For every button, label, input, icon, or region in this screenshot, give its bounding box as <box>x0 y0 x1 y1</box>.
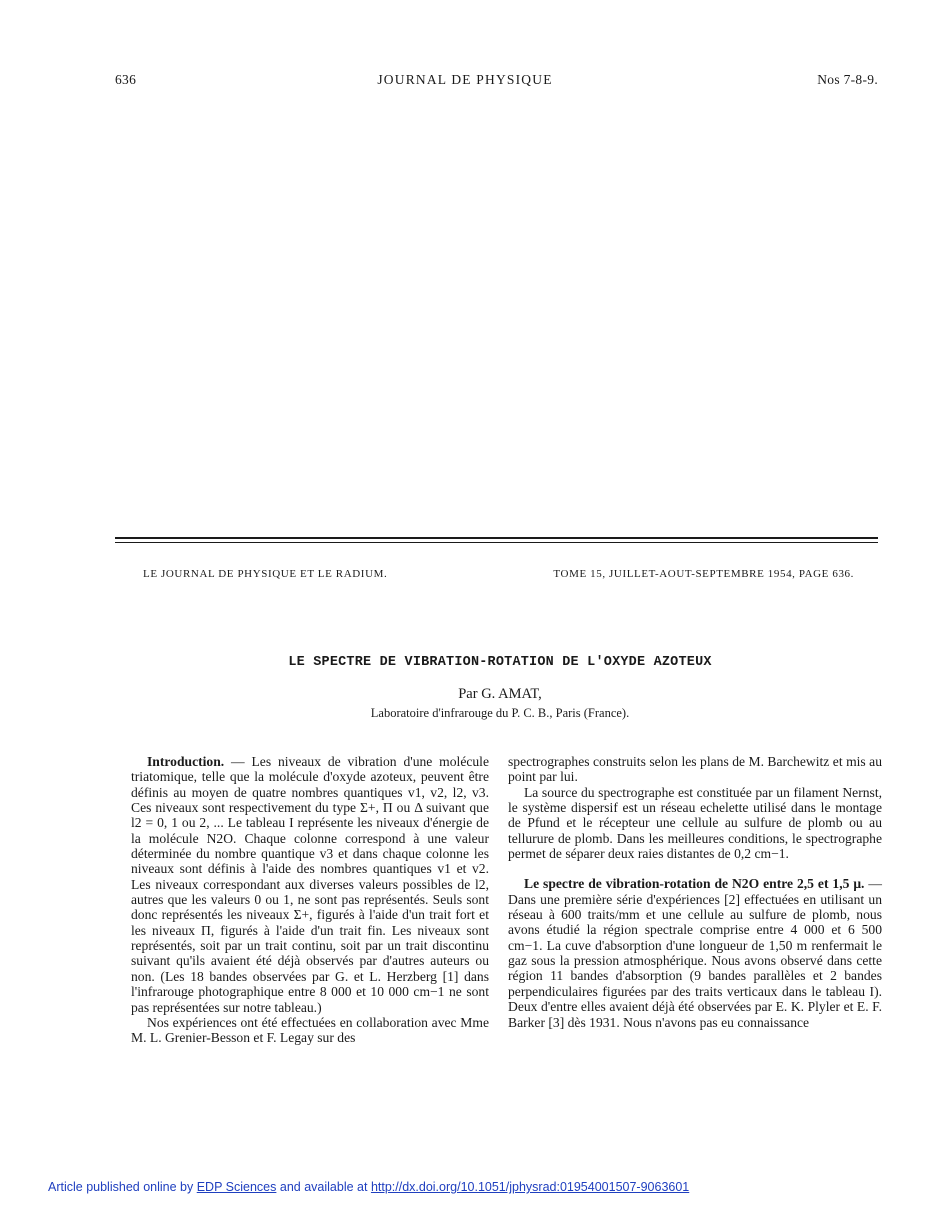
article-volume-line: TOME 15, JUILLET-AOUT-SEPTEMBRE 1954, PAGE 636. <box>553 568 854 580</box>
section-heading: Le spectre de vibration-rotation de N2O entre 2,5 et 1,5 μ. <box>524 876 865 892</box>
section-paragraph <box>508 876 882 1029</box>
page-number: 636 <box>115 72 137 87</box>
right-column <box>508 754 882 1030</box>
footer-prefix: Article published online by <box>48 1180 194 1194</box>
article-title: LE SPECTRE DE VIBRATION-ROTATION DE L'OXYDE AZOTEUX <box>288 655 712 670</box>
doi-link[interactable]: http://dx.doi.org/10.1051/jphysrad:01954001507-9063601 <box>370 1180 690 1194</box>
intro-heading: Introduction. <box>147 754 225 769</box>
article-author: Par G. AMAT, <box>458 686 542 702</box>
source-paragraph: La source du spectrographe est constituée par un filament Nernst, le système dispersif est un réseau echelette utilisé dans le montage de Pfund et le récepteur une cellule au sulfure de plomb ou au tellurure de plomb. Dans les meilleures conditions, le spectrographe permet de séparer deux raies distantes de 0,2 cm−1. <box>508 784 882 862</box>
header-rule-thin <box>115 542 878 543</box>
intro-text: — Les niveaux de vibration d'une molécule triatomique, telle que la molécule d'oxyde azoteux, peuvent être définis au moyen de quatre nombres quantiques v1, v2, l2, v3. Ces niveaux sont respectivement du type Σ+, Π ou Δ suivant que l2 = 0, 1 ou 2, ... Le tableau I représente les niveaux d'énergie de la molécule N2O. Chaque colonne correspond à une valeur déterminée du nombre quantique v3 et dans chaque colonne les niveaux sont définis à l'aide des nombres quantiques v1 et v2. Les niveaux correspondant aux diverses valeurs possibles de l2, autres que les valeurs 0 ou 1, ne sont pas représentés. Seuls sont donc représentés les niveaux Σ+, figurés à l'aide d'un trait fort et les niveaux Π, figurés à l'aide d'un trait fin. Les niveaux sont représentés, soit par un trait continu, soit par un trait discontinu suivant qu'ils avaient été déjà observés par d'autres auteurs ou non. (Les 18 bandes observées par G. et L. Herzberg [1] dans l'infrarouge photographique entre 8 000 et 10 000 cm−1 ne sont pas représentées sur notre tableau.) <box>131 754 489 1015</box>
header-rule-thick <box>115 537 878 539</box>
journal-name: JOURNAL DE PHYSIQUE <box>377 72 553 87</box>
article-journal-line: LE JOURNAL DE PHYSIQUE ET LE RADIUM. <box>143 568 388 580</box>
publication-footer <box>48 1180 689 1194</box>
footer-middle: and available at <box>279 1180 368 1194</box>
section-text: — Dans une première série d'expériences [2] effectuées en utilisant un réseau à 600 traits/mm et une cellule au sulfure de plomb, nous avons étudié la région spectrale comprise entre 4 000 et 6 500 cm−1. La cuve d'absorption d'une longueur de 1,50 m renfermait le gaz sous la pression atmosphérique. Nous avons observé dans cette région 11 bandes d'absorption (9 bandes parallèles et 2 bandes perpendiculaires figurées par des traits verticaux dans le tableau I). Deux d'entre elles avaient déjà été observées par E. K. Plyler et E. F. Barker [3] dès 1931. Nous n'avons pas eu connaissance <box>508 876 882 1030</box>
section-gap <box>508 861 882 876</box>
spectrograph-paragraph: spectrographes construits selon les plans de M. Barchewitz et mis au point par lui. <box>508 754 882 785</box>
left-column <box>131 754 489 1046</box>
publisher-link[interactable]: EDP Sciences <box>196 1180 277 1194</box>
author-affiliation: Laboratoire d'infrarouge du P. C. B., Paris (France). <box>370 706 630 720</box>
collaboration-paragraph: Nos expériences ont été effectuées en collaboration avec Mme M. L. Grenier-Besson et F. Legay sur des <box>131 1014 489 1046</box>
issue-number: Nos 7-8-9. <box>817 72 878 87</box>
intro-paragraph <box>131 754 489 1015</box>
